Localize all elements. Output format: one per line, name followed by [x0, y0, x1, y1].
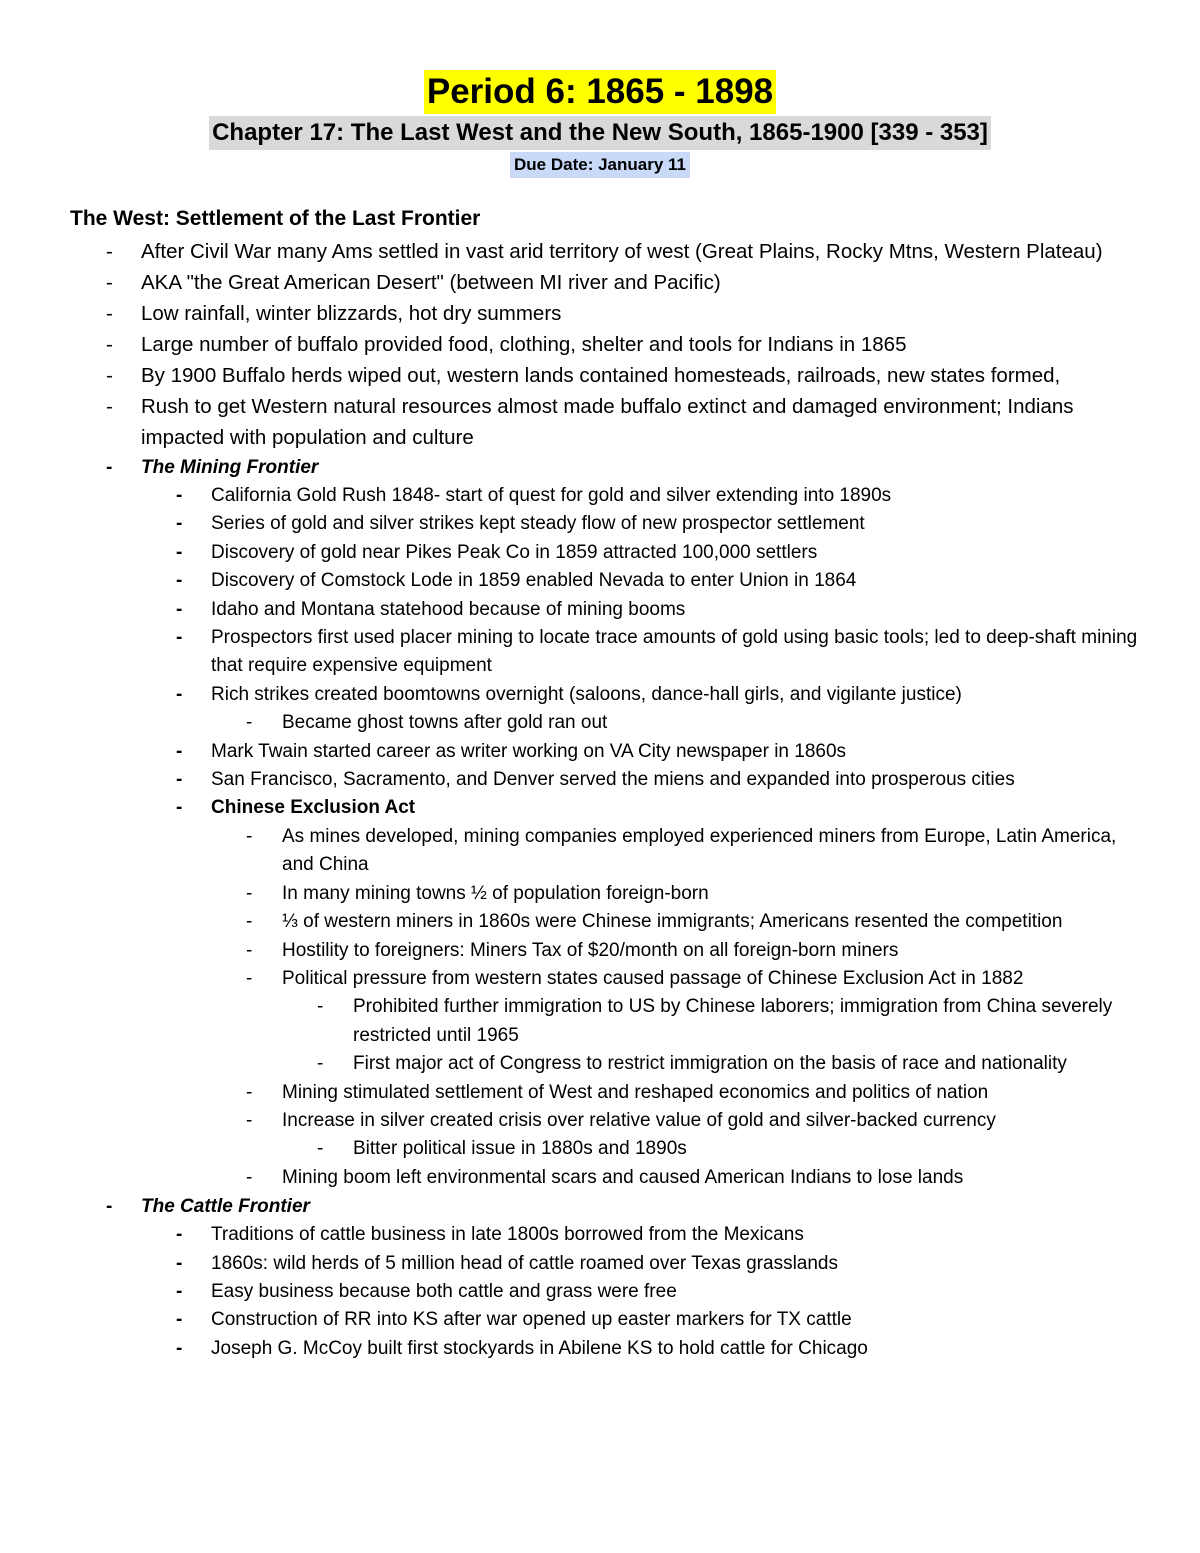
- list-item: [0, 880, 1200, 908]
- bullet-dash: -: [176, 1224, 183, 1246]
- bullet-dash: -: [106, 333, 113, 356]
- bullet-dash: -: [176, 683, 183, 705]
- bullet-dash: -: [176, 1280, 183, 1302]
- bullet-dash: -: [317, 1053, 324, 1075]
- list-item: [0, 1278, 1200, 1306]
- list-item: [0, 681, 1200, 709]
- subsection-heading-exclusion: [0, 794, 1200, 822]
- list-item: [0, 766, 1200, 794]
- bullet-dash: -: [246, 911, 253, 933]
- list-item: [0, 1250, 1200, 1278]
- subsection-heading-text: The Cattle Frontier: [141, 1196, 310, 1218]
- bullet-dash: -: [176, 1309, 183, 1331]
- bullet-dash: -: [246, 825, 253, 847]
- list-item-text: California Gold Rush 1848- start of quest for gold and silver extending into 1890s: [211, 485, 892, 506]
- subsection-heading-text: The Mining Frontier: [141, 457, 319, 478]
- list-item-text: As mines developed, mining companies employed experienced miners from Europe, Latin America, and China: [282, 825, 1117, 876]
- bullet-dash: -: [246, 967, 253, 989]
- list-item-text: Idaho and Montana statehood because of mining booms: [211, 598, 686, 620]
- list-item: [0, 1306, 1200, 1334]
- list-item-text: Series of gold and silver strikes kept steady flow of new prospector settlement: [211, 513, 865, 535]
- bullet-dash: -: [246, 712, 253, 734]
- list-item: [0, 329, 1200, 360]
- list-item-text: Easy business because both cattle and grass were free: [211, 1280, 677, 1302]
- list-item: [0, 738, 1200, 766]
- list-item: [0, 391, 1200, 453]
- list-item-text: Discovery of gold near Pikes Peak Co in 1859 attracted 100,000 settlers: [211, 541, 818, 563]
- list-item: [0, 482, 1200, 510]
- list-item-text: First major act of Congress to restrict immigration on the basis of race and nationality: [353, 1053, 1067, 1075]
- bullet-dash: -: [317, 996, 324, 1018]
- bullet-dash: -: [106, 457, 113, 478]
- list-item: [0, 1135, 1200, 1163]
- list-item-text: Prospectors first used placer mining to locate trace amounts of gold using basic tools; led to deep-shaft mining that require expensive equipment: [211, 627, 1138, 677]
- bullet-dash: -: [176, 1252, 183, 1274]
- list-item-text: San Francisco, Sacramento, and Denver served the miens and expanded into prosperous cities: [211, 769, 1015, 791]
- list-item: [0, 1164, 1200, 1192]
- list-item-text: Rush to get Western natural resources almost made buffalo extinct and damaged environment; Indians impacted with population and culture: [141, 395, 1074, 449]
- chapter-row: [0, 116, 1200, 150]
- chapter-title: Chapter 17: The Last West and the New South, 1865-1900 [339 - 353]: [209, 116, 991, 150]
- list-item-text: Mining boom left environmental scars and caused American Indians to lose lands: [282, 1166, 964, 1188]
- bullet-dash: -: [106, 1196, 113, 1218]
- section-heading: The West: Settlement of the Last Frontier: [70, 207, 481, 230]
- list-item: [0, 1335, 1200, 1363]
- bullet-dash: -: [106, 240, 113, 263]
- due-date: Due Date: January 11: [510, 152, 690, 178]
- title-row: [0, 70, 1200, 114]
- list-item: [0, 709, 1200, 737]
- list-item: [0, 267, 1200, 298]
- list-item-text: Joseph G. McCoy built first stockyards in Abilene KS to hold cattle for Chicago: [211, 1337, 868, 1359]
- bullet-dash: -: [246, 1166, 253, 1188]
- bullet-dash: -: [176, 541, 183, 563]
- list-item-text: In many mining towns ½ of population foreign-born: [282, 882, 709, 904]
- bullet-dash: -: [176, 769, 183, 791]
- list-item-text: Large number of buffalo provided food, clothing, shelter and tools for Indians in 1865: [141, 333, 907, 356]
- bullet-dash: -: [106, 271, 113, 294]
- bullet-dash: -: [176, 740, 183, 762]
- list-item-text: AKA "the Great American Desert" (between MI river and Pacific): [141, 271, 721, 294]
- list-item: [0, 1050, 1200, 1078]
- list-item: [0, 1221, 1200, 1249]
- bullet-dash: -: [246, 1081, 253, 1103]
- bullet-dash: -: [106, 302, 113, 325]
- list-item-text: Mining stimulated settlement of West and reshaped economics and politics of nation: [282, 1081, 989, 1103]
- bullet-dash: -: [176, 797, 183, 819]
- list-item: [0, 539, 1200, 567]
- list-item-text: Rich strikes created boomtowns overnight (saloons, dance-hall girls, and vigilante justice): [211, 683, 962, 705]
- list-item: [0, 596, 1200, 624]
- list-item-text: After Civil War many Ams settled in vast arid territory of west (Great Plains, Rocky Mtns, Western Plateau): [141, 240, 1103, 263]
- bullet-dash: -: [246, 882, 253, 904]
- list-item-text: Traditions of cattle business in late 1800s borrowed from the Mexicans: [211, 1224, 804, 1246]
- bullet-dash: -: [176, 485, 183, 506]
- bullet-dash: -: [176, 1337, 183, 1359]
- list-item: [0, 965, 1200, 993]
- list-item: [0, 993, 1200, 1050]
- list-item-text: Bitter political issue in 1880s and 1890s: [353, 1138, 687, 1160]
- bullet-dash: -: [176, 570, 183, 592]
- page-title: Period 6: 1865 - 1898: [424, 70, 776, 114]
- list-item: [0, 1107, 1200, 1135]
- list-item-text: Became ghost towns after gold ran out: [282, 712, 608, 734]
- list-item: [0, 908, 1200, 936]
- bullet-dash: -: [106, 364, 113, 387]
- subsection-heading-cattle: [0, 1192, 1200, 1221]
- list-item: [0, 624, 1200, 681]
- list-item: [0, 567, 1200, 595]
- list-item-text: Low rainfall, winter blizzards, hot dry summers: [141, 302, 562, 325]
- list-item-text: ⅓ of western miners in 1860s were Chinese immigrants; Americans resented the competition: [282, 911, 1063, 933]
- list-item: [0, 510, 1200, 538]
- list-item-text: Construction of RR into KS after war opened up easter markers for TX cattle: [211, 1309, 852, 1331]
- list-item-text: Discovery of Comstock Lode in 1859 enabled Nevada to enter Union in 1864: [211, 570, 857, 592]
- list-item-text: Political pressure from western states caused passage of Chinese Exclusion Act in 1882: [282, 967, 1024, 989]
- bullet-dash: -: [246, 1109, 253, 1131]
- list-item-text: Increase in silver created crisis over relative value of gold and silver-backed currency: [282, 1109, 996, 1131]
- list-item: [0, 298, 1200, 329]
- bullet-dash: -: [317, 1138, 324, 1160]
- bullet-dash: -: [246, 939, 253, 961]
- outline: [0, 236, 1200, 1363]
- due-row: [0, 152, 1200, 178]
- bullet-dash: -: [106, 395, 113, 418]
- list-item-text: Prohibited further immigration to US by Chinese laborers; immigration from China severely restricted until 1965: [353, 996, 1113, 1046]
- list-item-text: By 1900 Buffalo herds wiped out, western lands contained homesteads, railroads, new states formed,: [141, 364, 1061, 387]
- list-item-text: 1860s: wild herds of 5 million head of cattle roamed over Texas grasslands: [211, 1252, 838, 1274]
- bullet-dash: -: [176, 627, 183, 649]
- subsection-heading-mining: [0, 453, 1200, 482]
- list-item: [0, 823, 1200, 880]
- list-item: [0, 236, 1200, 267]
- subsection-heading-text: Chinese Exclusion Act: [211, 797, 416, 819]
- bullet-dash: -: [176, 598, 183, 620]
- list-item: [0, 937, 1200, 965]
- list-item-text: Mark Twain started career as writer working on VA City newspaper in 1860s: [211, 740, 847, 762]
- bullet-dash: -: [176, 513, 183, 535]
- list-item: [0, 360, 1200, 391]
- list-item-text: Hostility to foreigners: Miners Tax of $20/month on all foreign-born miners: [282, 939, 899, 961]
- list-item: [0, 1079, 1200, 1107]
